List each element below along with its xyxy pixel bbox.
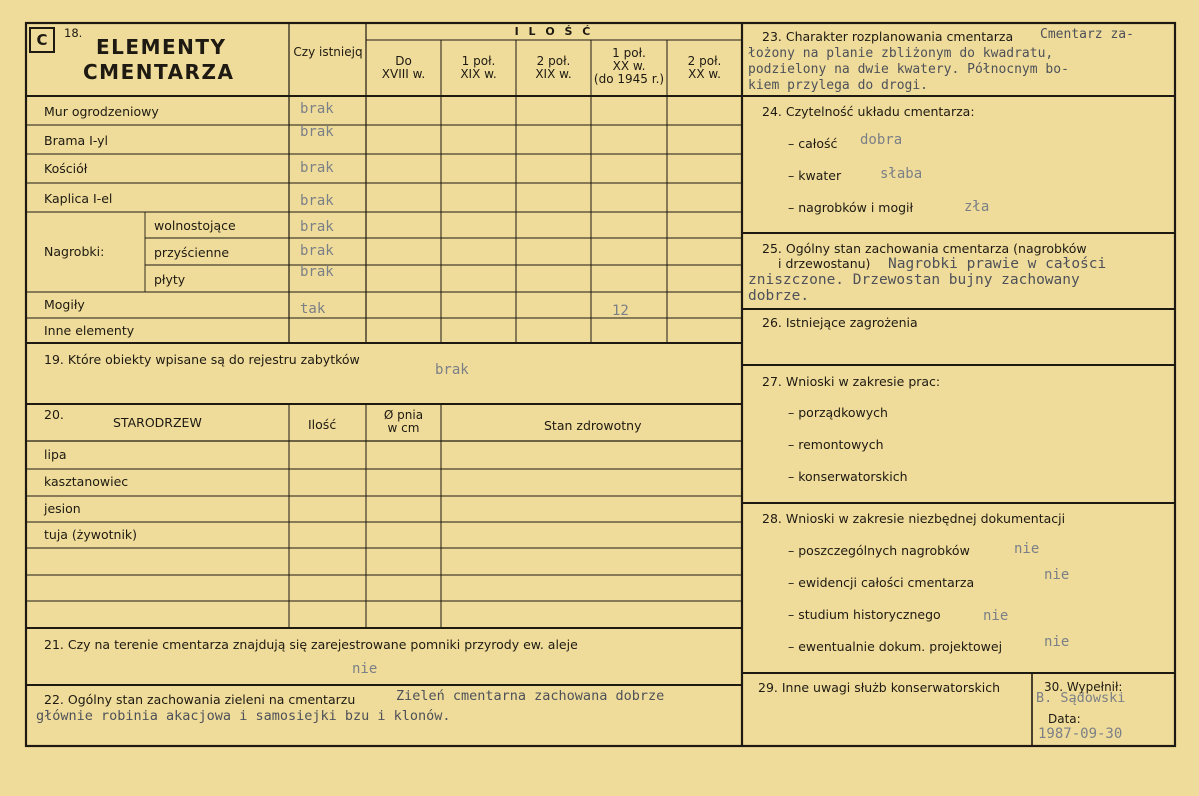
period-5-line1: 2 poł.: [687, 54, 722, 68]
period-col-3: [516, 55, 591, 81]
period-4-line1: 1 poł.: [612, 46, 646, 60]
section-23-line1: Cmentarz za-: [1040, 27, 1134, 42]
ilosc-header: I L O Ś Ć: [514, 25, 594, 38]
documentation-value: nie: [1014, 541, 1040, 557]
element-label: Inne elementy: [44, 323, 135, 338]
readability-value: dobra: [860, 132, 903, 148]
section-20-number: 20.: [44, 407, 64, 422]
section-23-line2: łożony na planie zbliżonym do kwadratu,: [748, 46, 1054, 61]
element-label: przyścienne: [154, 245, 230, 260]
date-label: Data:: [1048, 712, 1081, 726]
section-23-label: 23. Charakter rozplanowania cmentarza: [762, 29, 1014, 44]
section-18-title-line1: ELEMENTY: [96, 35, 227, 59]
section-27-label: 27. Wnioski w zakresie prac:: [762, 374, 941, 389]
readability-value: zła: [964, 199, 990, 215]
period-col-4: [591, 47, 667, 86]
element-label: Mogiły: [44, 297, 85, 312]
period-col-5: [667, 55, 742, 81]
section-29-label: 29. Inne uwagi służb konserwatorskich: [758, 680, 1000, 695]
section-25-label-line2: i drzewostanu): [778, 256, 871, 271]
element-label: Kościół: [44, 161, 88, 176]
tree-name: jesion: [44, 501, 81, 516]
tree-name: tuja (żywotnik): [44, 527, 138, 542]
documentation-value: nie: [1044, 634, 1070, 650]
nagrobki-label: Nagrobki:: [44, 244, 105, 259]
element-label: płyty: [154, 272, 186, 287]
tree-health-header: Stan zdrowotny: [544, 418, 642, 433]
element-label: Mur ogrodzeniowy: [44, 104, 159, 119]
documentation-item: – poszczególnych nagrobków: [788, 543, 970, 558]
period-3-line2: XIX w.: [535, 67, 572, 81]
period-col-1: [366, 55, 441, 81]
tree-count-header: Ilość: [308, 417, 337, 432]
section-25-value-line1: Nagrobki prawie w całości: [888, 256, 1107, 272]
period-2-line2: XIX w.: [460, 67, 497, 81]
section-30-label: 30. Wypełnił:: [1044, 680, 1123, 694]
period-3-line1: 2 poł.: [536, 54, 571, 68]
period-col-2: [441, 55, 516, 81]
filled-date: 1987-09-30: [1038, 726, 1123, 742]
tree-diameter-header: [366, 409, 441, 435]
works-item: – remontowych: [788, 437, 884, 452]
section-25-label-line1: 25. Ogólny stan zachowania cmentarza (nagrobków: [762, 241, 1087, 256]
element-label: wolnostojące: [154, 218, 236, 233]
element-value: tak: [300, 301, 326, 317]
section-22-line1: Zieleń cmentarna zachowana dobrze: [396, 688, 665, 704]
diameter-line2: w cm: [387, 421, 420, 435]
diameter-line1: Ø pnia: [383, 408, 424, 422]
period-5-line2: XX w.: [688, 67, 721, 81]
section-25-value-line2: zniszczone. Drzewostan bujny zachowany: [748, 272, 1080, 288]
readability-item: – nagrobków i mogił: [788, 200, 913, 215]
section-19-value: brak: [435, 362, 469, 378]
documentation-item: – ewentualnie dokum. projektowej: [788, 639, 1002, 654]
col-exists-header: Czy istniejq: [293, 45, 363, 59]
documentation-item: – studium historycznego: [788, 607, 941, 622]
section-18-number: 18.: [64, 26, 83, 40]
element-value: brak: [300, 264, 334, 280]
readability-item: – kwater: [788, 168, 841, 183]
filled-by-name: B. Sądowski: [1036, 690, 1126, 706]
readability-item: – całość: [788, 136, 837, 151]
element-value: brak: [300, 243, 334, 259]
works-item: – konserwatorskich: [788, 469, 908, 484]
section-21-label: 21. Czy na terenie cmentarza znajdują się zarejestrowane pomniki przyrody ew. aleje: [44, 637, 578, 652]
element-label: Kaplica I-el: [44, 191, 113, 206]
section-26-label: 26. Istniejące zagrożenia: [762, 315, 918, 330]
section-24-label: 24. Czytelność układu cmentarza:: [762, 104, 975, 119]
section-25-value-line3: dobrze.: [748, 288, 810, 304]
period-1-line2: XVIII w.: [381, 67, 426, 81]
section-22-label: 22. Ogólny stan zachowania zieleni na cmentarzu: [44, 692, 356, 707]
element-value: brak: [300, 219, 334, 235]
readability-value: słaba: [880, 166, 923, 182]
element-value: brak: [300, 124, 334, 140]
element-value: brak: [300, 193, 334, 209]
section-18-title-line2: CMENTARZA: [83, 60, 235, 84]
section-letter-box: C: [29, 27, 55, 53]
section-21-value: nie: [352, 661, 378, 677]
tree-name: kasztanowiec: [44, 474, 129, 489]
period-4-line3: (do 1945 r.): [593, 72, 665, 86]
section-23-line3: podzielony na dwie kwatery. Północnym bo-: [748, 62, 1069, 77]
documentation-item: – ewidencji całości cmentarza: [788, 575, 974, 590]
section-19-label: 19. Które obiekty wpisane są do rejestru zabytków: [44, 352, 360, 367]
period-2-line1: 1 poł.: [461, 54, 496, 68]
works-item: – porządkowych: [788, 405, 888, 420]
period-4-line2: XX w.: [612, 59, 646, 73]
section-28-label: 28. Wnioski w zakresie niezbędnej dokumentacji: [762, 511, 1066, 526]
documentation-value: nie: [1044, 567, 1070, 583]
tree-name: lipa: [44, 447, 67, 462]
mogily-count-1945: 12: [612, 303, 629, 319]
section-22-line2: głównie robinia akacjowa i samosiejki bzu i klonów.: [36, 708, 451, 724]
element-value: brak: [300, 101, 334, 117]
starodrzew-title: STARODRZEW: [113, 415, 202, 430]
period-1-line1: Do: [395, 54, 412, 68]
element-value: brak: [300, 160, 334, 176]
element-label: Brama I-yl: [44, 133, 109, 148]
section-23-line4: kiem przylega do drogi.: [748, 78, 929, 93]
documentation-value: nie: [983, 608, 1009, 624]
